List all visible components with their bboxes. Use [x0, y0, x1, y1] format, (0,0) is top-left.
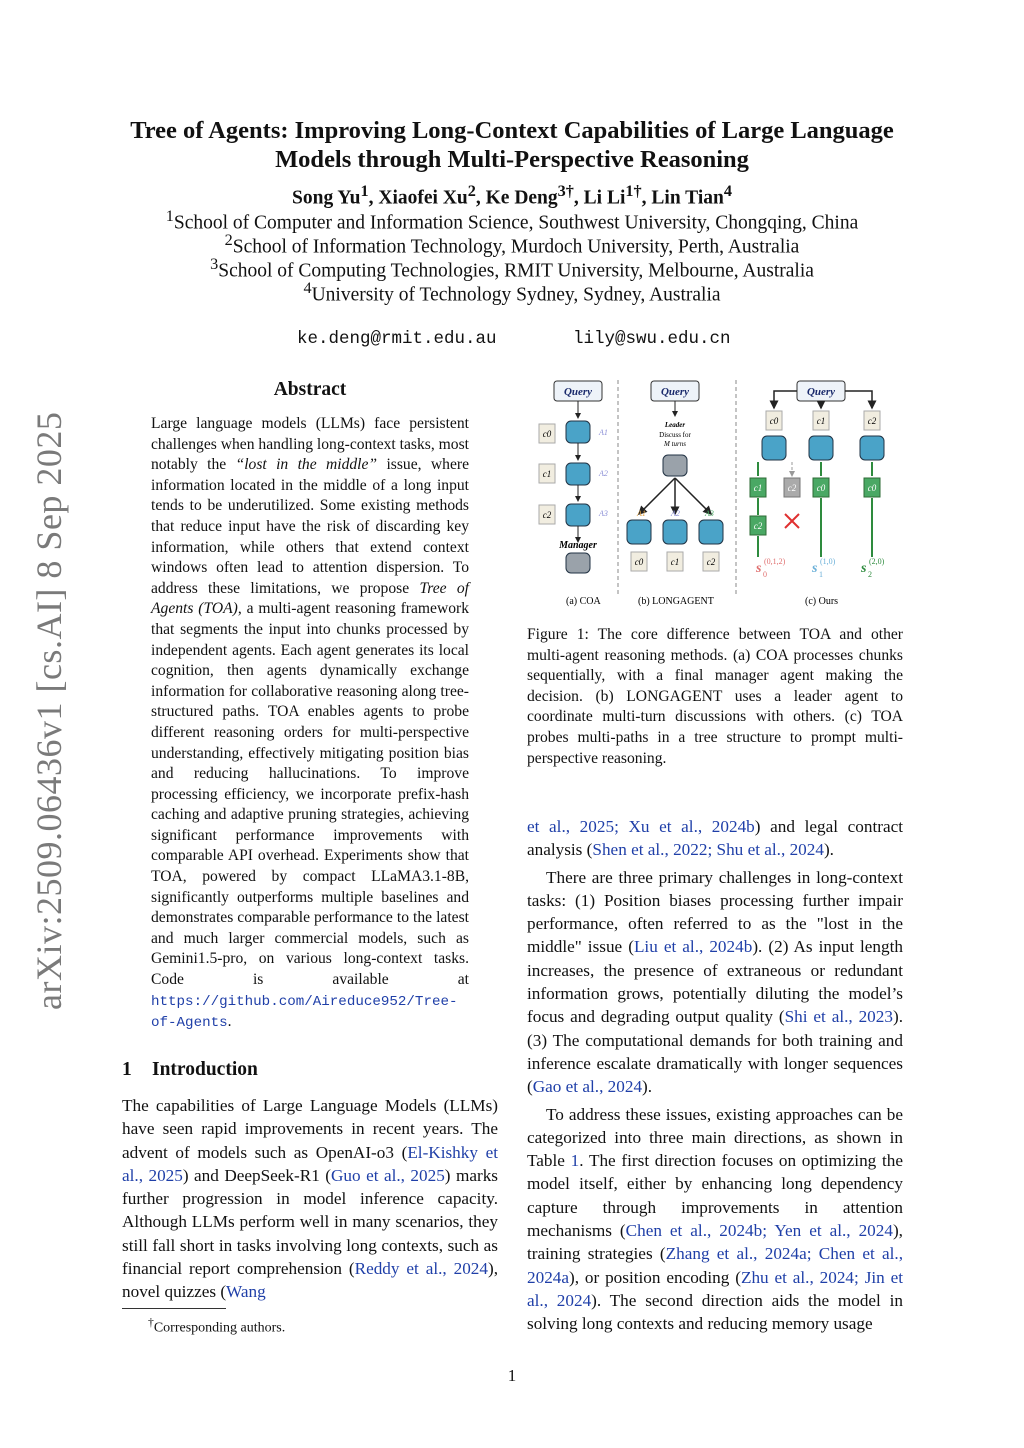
- path-score-sup: (2,0): [869, 557, 885, 566]
- abstract-text: .: [227, 1013, 232, 1031]
- discuss-label: M turns: [664, 440, 686, 448]
- body-text: ). (2) As input length increases, the presence of extraneous or redundant information grows, potentially diluting the model’s focus and degrading output quality (: [527, 937, 903, 1027]
- chunk-label: c1: [670, 557, 680, 567]
- citation-sep: ;: [762, 1221, 775, 1241]
- intro-body: [122, 1094, 498, 1304]
- chunk-label: c1: [542, 469, 552, 479]
- author-sup: 1: [360, 182, 369, 200]
- paper-title: [0, 116, 1024, 174]
- citation-link[interactable]: Jin et al., 2024: [527, 1267, 904, 1310]
- paragraph: [527, 866, 903, 1099]
- chunk-label: c2: [753, 521, 763, 531]
- citation-link[interactable]: Shen et al., 2022: [592, 840, 708, 860]
- chunk-label: c2: [787, 483, 797, 493]
- author: Li Li: [583, 187, 626, 209]
- affiliation: [0, 279, 1024, 307]
- figure-1: [527, 372, 903, 612]
- query-label: Query: [563, 386, 593, 398]
- agent-label: A3: [599, 509, 608, 518]
- body-text: . The first direction focuses on optimizing the model itself, either by enhancing long dependency capture through improvements in attention mechanisms (: [527, 1151, 903, 1241]
- panel-longagent: [627, 381, 723, 607]
- citation-sep: ;: [614, 817, 629, 836]
- footnote-rule: [122, 1308, 226, 1309]
- citation-link[interactable]: Zhu et al., 2024: [740, 1267, 855, 1287]
- robot-icon: [566, 553, 590, 573]
- page-number: 1: [507, 1366, 517, 1385]
- query-label: Query: [660, 386, 690, 398]
- robot-icon: [566, 463, 590, 485]
- paragraph: [527, 1103, 903, 1336]
- abstract-text: , a multi-agent reasoning framework that segments the input into chunks processed by independent agents. Each agent generates its local cognition, then agents dynamically exchange information for collaborative reasoning along tree-structured paths. TOA enables agents to probe different reasoning orders for multi-perspective understanding, effectively mitigating position bias and reducing hallucinations. To improve processing efficiency, we incorporate prefix-hash caching and adaptive pruning strategies, achieving significant performance improvements with comparable API overhead. Experiments show that TOA, powered by compact LLaMA3.1-8B, significantly outperforms multiple baselines and demonstrates comparable performance to the latest and much larger commercial models, such as Gemini1.5-pro, on various long-context tasks. Code is available at: [151, 600, 469, 989]
- table-ref-link[interactable]: 1: [570, 1151, 580, 1171]
- email-1[interactable]: ke.deng@rmit.edu.au: [297, 329, 497, 349]
- title-line-2: Models through Multi-Perspective Reasoning: [275, 146, 749, 173]
- footnote-text: Corresponding authors.: [153, 1320, 286, 1336]
- leader-label: Leader: [664, 421, 686, 429]
- affil-sup: 1: [165, 207, 174, 225]
- body-text: There are three primary challenges in long-context tasks: (1) Position biases processing further impair performance, often referred to as the "lost in the middle" issue (: [527, 867, 903, 957]
- citation-link[interactable]: Chen et al., 2024b: [625, 1221, 763, 1241]
- robot-icon: [663, 455, 687, 476]
- caption-label: Figure 1:: [527, 626, 589, 643]
- code-link[interactable]: https://github.com/Aireduce952/Tree-of-Agents: [151, 993, 458, 1032]
- citation-sep: ;: [854, 1267, 865, 1287]
- citation-link[interactable]: et al., 2025: [527, 817, 615, 836]
- chunk-label: c0: [769, 416, 779, 426]
- subfig-caption-c: (c) Ours: [805, 596, 839, 607]
- section-heading: [122, 1059, 258, 1081]
- affil-text: School of Information Technology, Murdoch University, Perth, Australia: [232, 236, 800, 258]
- affil-sup: 4: [303, 279, 312, 297]
- chunk-label: c2: [867, 416, 877, 426]
- citation-link[interactable]: Wang: [226, 1282, 266, 1302]
- footnote: [148, 1316, 285, 1337]
- right-column-body: [527, 815, 903, 1340]
- robot-icon: [699, 520, 723, 544]
- robot-icon: [627, 520, 651, 544]
- affil-text: School of Computer and Information Science, Southwest University, Chongqing, China: [173, 212, 859, 234]
- author-sup: 1†: [625, 182, 642, 200]
- author-sup: 2: [467, 182, 476, 200]
- path-score-sup: (0,1,2): [764, 557, 786, 566]
- citation-link[interactable]: Xu et al., 2024b: [628, 817, 755, 836]
- body-text: ), or position encoding (: [569, 1267, 741, 1287]
- author: Xiaofei Xu: [378, 187, 468, 209]
- path-score-idx: 1: [819, 570, 823, 579]
- chunk-label: c1: [816, 416, 826, 426]
- pruned-x-icon: [785, 514, 799, 528]
- chunk-label: c0: [542, 429, 552, 439]
- citation-link[interactable]: El-Kishky et al., 2025: [122, 1142, 498, 1185]
- affil-text: University of Technology Sydney, Sydney, Australia: [311, 284, 721, 306]
- paragraph: [527, 815, 903, 862]
- subfig-caption-b: (b) LONGAGENT: [638, 596, 714, 607]
- abstract-text: issue, where information located in the middle of a long input tends to be underutilized. Some existing methods that reduce input have the risk of discarding key information, while others that extend context windows often lead to attention dispersion. To address these limitations, we propose: [151, 456, 469, 597]
- body-text: ). (3) The computational demands for both training and inference escalate dramatically with longer sequences (: [527, 1007, 903, 1097]
- affil-sup: 3: [210, 255, 219, 273]
- abstract-emph: “lost in the middle”: [235, 456, 378, 474]
- section-number: 1: [122, 1059, 132, 1080]
- body-text: ). The second direction aids the model in solving long contexts and reducing memory usage: [527, 1290, 903, 1334]
- robot-icon: [566, 421, 590, 443]
- citation-link[interactable]: Reddy et al., 2024: [354, 1259, 488, 1279]
- arrow: [845, 391, 872, 408]
- chunk-label: c2: [542, 510, 552, 520]
- affil-sup: 2: [224, 231, 233, 249]
- body-text: ).: [642, 1077, 653, 1097]
- citation-sep: ;: [806, 1244, 819, 1264]
- body-text: ) and DeepSeek-R1 (: [182, 1165, 331, 1185]
- body-text: ) marks further progression in model inference capacity. Although LLMs perform well in many scenarios, they still fall short in tasks involving long contexts, such as financial report comprehension (: [122, 1165, 498, 1279]
- citation-link[interactable]: Gao et al., 2024: [532, 1077, 643, 1097]
- body-text: The capabilities of Large Language Models (LLMs) have seen rapid improvements in recent years. The advent of models such as OpenAI-o3 (: [122, 1096, 498, 1162]
- chunk-label: c0: [867, 483, 877, 493]
- agent-label: A2: [671, 509, 680, 518]
- path-score-label: s: [812, 561, 818, 576]
- caption-text: The core difference between TOA and other multi-agent reasoning methods. (a) COA processes chunks sequentially, with a final manager agent making the decision. (b) LONGAGENT uses a leader agent to coordinate multi-turn discussions with others. (c) TOA probes multi-paths in a tree structure to prompt multi-perspective reasoning.: [527, 626, 903, 767]
- abstract-emph: Tree of Agents (TOA): [151, 579, 470, 618]
- chunk-label: c1: [753, 483, 763, 493]
- author: Lin Tian: [651, 187, 724, 209]
- body-text: ), training strategies (: [527, 1221, 903, 1264]
- author-sup: 3†: [557, 182, 574, 200]
- citation-link[interactable]: Liu et al., 2024b: [633, 937, 753, 957]
- body-text: ).: [823, 840, 834, 860]
- citation-link[interactable]: Guo et al., 2025: [331, 1165, 445, 1185]
- chunk-label: c2: [706, 557, 716, 567]
- arrow: [774, 391, 797, 408]
- author: Song Yu: [292, 187, 361, 209]
- citation-link[interactable]: Shu et al., 2024: [716, 840, 824, 860]
- robot-icon: [566, 504, 590, 526]
- agent-label: A2: [599, 469, 608, 478]
- robot-icon: [663, 520, 687, 544]
- robot-icon: [860, 436, 884, 460]
- arxiv-sidebar: arXiv:2509.06436v1 [cs.AI] 8 Sep 2025: [29, 411, 69, 1010]
- panel-coa: [539, 381, 608, 607]
- path-score-label: s: [861, 561, 867, 576]
- path-score-sup: (1,0): [820, 557, 836, 566]
- path-score-label: s: [756, 561, 762, 576]
- author-sup: 4: [723, 182, 732, 200]
- chunk-label: c0: [634, 557, 644, 567]
- robot-icon: [762, 436, 786, 460]
- agent-label: A3: [705, 509, 714, 518]
- agent-label: A1: [637, 509, 646, 518]
- panel-toa: [750, 381, 885, 607]
- section-title: Introduction: [152, 1059, 258, 1080]
- title-line-1: Tree of Agents: Improving Long-Context Capabilities of Large Language: [130, 117, 894, 144]
- citation-link[interactable]: Yen et al., 2024: [774, 1221, 893, 1241]
- figure-caption: [527, 625, 903, 769]
- query-label: Query: [806, 386, 836, 398]
- abstract-heading: Abstract: [273, 379, 347, 400]
- citation-link[interactable]: Zhang et al., 2024a: [665, 1244, 807, 1264]
- subfig-caption-a: (a) COA: [566, 596, 601, 607]
- author-list: Song Yu$^1$, Xiaofei Xu$^2$, Ke Deng$^{3\dagger}$, Li $Li^{1\dagger}$, Lin Tian$^4$: [292, 182, 732, 209]
- affil-text: School of Computing Technologies, RMIT University, Melbourne, Australia: [218, 260, 814, 282]
- citation-link[interactable]: Chen et al., 2024a: [527, 1244, 903, 1287]
- discuss-label: Discuss for: [659, 431, 691, 439]
- body-text: To address these issues, existing approaches can be categorized into three main directions, as shown in Table: [527, 1104, 903, 1171]
- citation-sep: ;: [707, 840, 717, 860]
- manager-label: Manager: [559, 540, 597, 551]
- author: Ke Deng: [485, 187, 558, 209]
- path-score-idx: 2: [868, 570, 872, 579]
- citation-link[interactable]: Shi et al., 2023: [784, 1007, 893, 1027]
- robot-icon: [809, 436, 833, 460]
- footnote-mark: †: [148, 1316, 154, 1329]
- email-2[interactable]: lily@swu.edu.cn: [573, 329, 731, 349]
- chunk-label: c0: [816, 483, 826, 493]
- path-score-idx: 0: [763, 570, 767, 579]
- body-text: ) and legal contract analysis (: [527, 817, 903, 860]
- abstract-body: [151, 414, 469, 1034]
- abstract-text: Large language models (LLMs) face persistent challenges when handling long-context tasks, most notably the: [151, 415, 469, 474]
- body-text: ), novel quizzes (: [122, 1259, 499, 1302]
- agent-label: A1: [599, 428, 608, 437]
